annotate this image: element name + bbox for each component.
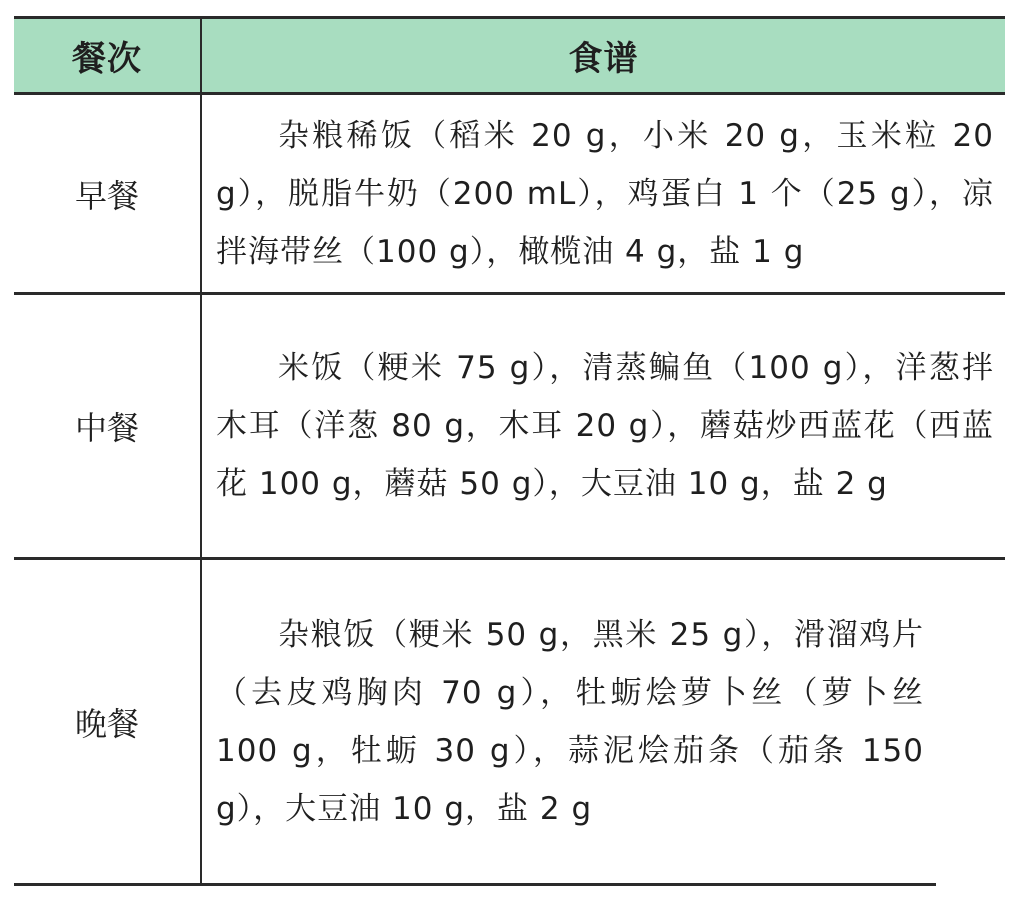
meal-cell-breakfast [14,95,200,292]
meal-cell-lunch [14,295,200,557]
header-meal-label: 餐次 [72,39,142,79]
column-divider [200,18,202,884]
recipe-cell-dinner [216,560,924,883]
meal-label-breakfast: 早餐 [74,176,139,215]
header-cell-recipe [202,19,1005,92]
recipe-text-dinner: 杂粮饭（粳米 50 g，黑米 25 g），滑溜鸡片（去皮鸡胸肉 70 g），牡蛎烩萝卜丝（萝卜丝 100 g，牡蛎 30 g），蒜泥烩茄条（茄条 150 g），大豆油 10 g，盐 2 g [216,616,924,827]
header-cell-meal [14,19,200,92]
meal-cell-dinner [14,560,200,883]
bottom-rule [14,883,936,886]
recipe-cell-lunch [216,295,994,557]
meal-label-dinner: 晚餐 [74,704,139,743]
meal-label-lunch: 中餐 [74,409,139,447]
recipe-cell-breakfast [216,95,994,292]
header-recipe-label: 食谱 [568,39,639,79]
recipe-text-lunch: 米饭（粳米 75 g），清蒸鳊鱼（100 g），洋葱拌木耳（洋葱 80 g，木耳 20 g），蘑菇炒西蓝花（西蓝花 100 g，蘑菇 50 g），大豆油 10 g，盐 2 g [216,350,994,502]
recipe-text-breakfast: 杂粮稀饭（稻米 20 g，小米 20 g，玉米粒 20 g），脱脂牛奶（200 mL），鸡蛋白 1 个（25 g），凉拌海带丝（100 g），橄榄油 4 g，盐 1 g [216,117,994,270]
